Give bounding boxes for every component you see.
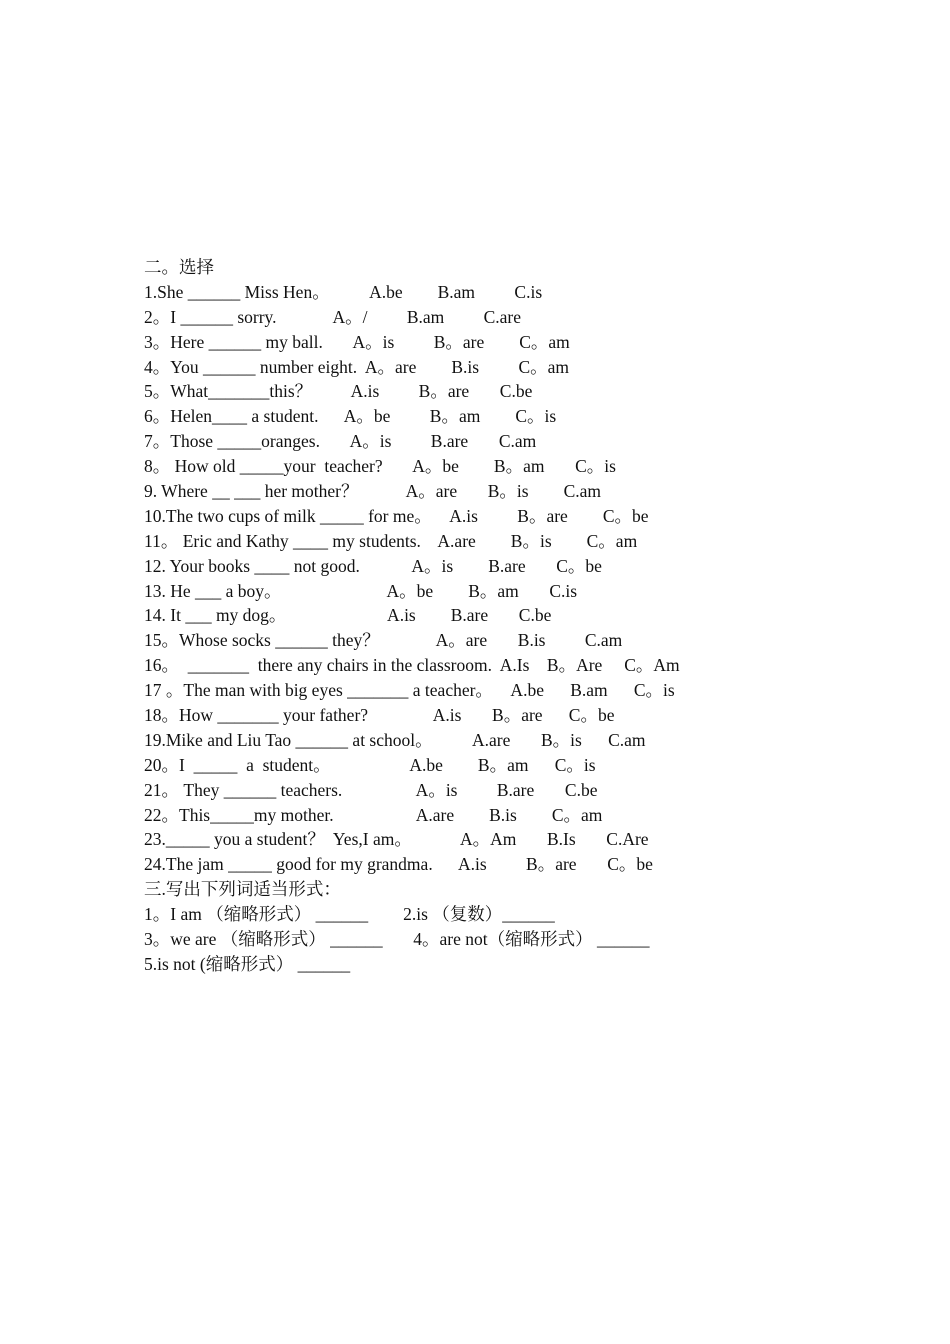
question-24: 24.The jam _____ good for my grandma. A.is B。are C。be [144,854,653,875]
question-14: 14. It ___ my dog。 A.is B.are C.be [144,605,552,626]
question-3: 3。Here ______ my ball. A。is B。are C。am [144,331,570,352]
question-11: 11。 Eric and Kathy ____ my students. A.are B。is C。am [144,530,638,551]
question-7: 7。Those _____oranges. A。is B.are C.am [144,431,537,452]
question-4: 4。You ______ number eight. A。are B.is C。am [144,356,570,377]
question-21: 21。 They ______ teachers. A。is B.are C.be [144,779,598,800]
question-1: 1.She ______ Miss Hen。 A.be B.am C.is [144,281,543,302]
question-12: 12. Your books ____ not good. A。is B.are C。be [144,555,602,576]
question-13: 13. He ___ a boy。 A。be B。am C.is [144,580,578,601]
section-heading-word-forms: 三.写出下列词适当形式： [144,879,341,900]
question-23: 23._____ you a student？ Yes,I am。 A。Am B.Is C.Are [144,829,649,850]
question-17: 17 。The man with big eyes _______ a teacher。 A.be B.am C。is [144,680,675,701]
word-form-row-2: 3。we are （缩略形式） ______ 4。are not（缩略形式） ______ [144,929,650,950]
worksheet-content [144,255,904,977]
question-10: 10.The two cups of milk _____ for me。 A.is B。are C。be [144,505,649,526]
question-15: 15。Whose socks ______ they？ A。are B.is C.am [144,630,623,651]
question-22: 22。This_____my mother. A.are B.is C。am [144,804,603,825]
word-form-row-1: 1。I am （缩略形式） ______ 2.is （复数）______ [144,904,555,925]
question-8: 8。 How old _____your teacher? A。be B。am C。is [144,456,616,477]
question-2: 2。I ______ sorry. A。/ B.am C.are [144,306,522,327]
word-form-row-3: 5.is not (缩略形式） ______ [144,953,351,974]
question-5: 5。What_______this？ A.is B。are C.be [144,381,533,402]
question-16: 16。 _______ there any chairs in the classroom. A.Is B。Are C。Am [144,655,680,676]
question-9: 9. Where __ ___ her mother？ A。are B。is C.am [144,481,602,502]
section-heading-choice: 二。选择 [144,257,214,277]
question-20: 20。I _____ a student。 A.be B。am C。is [144,754,596,775]
question-18: 18。How _______ your father? A.is B。are C。be [144,705,615,726]
question-19: 19.Mike and Liu Tao ______ at school。 A.are B。is C.am [144,729,646,750]
question-6: 6。Helen____ a student. A。be B。am C。is [144,406,557,427]
